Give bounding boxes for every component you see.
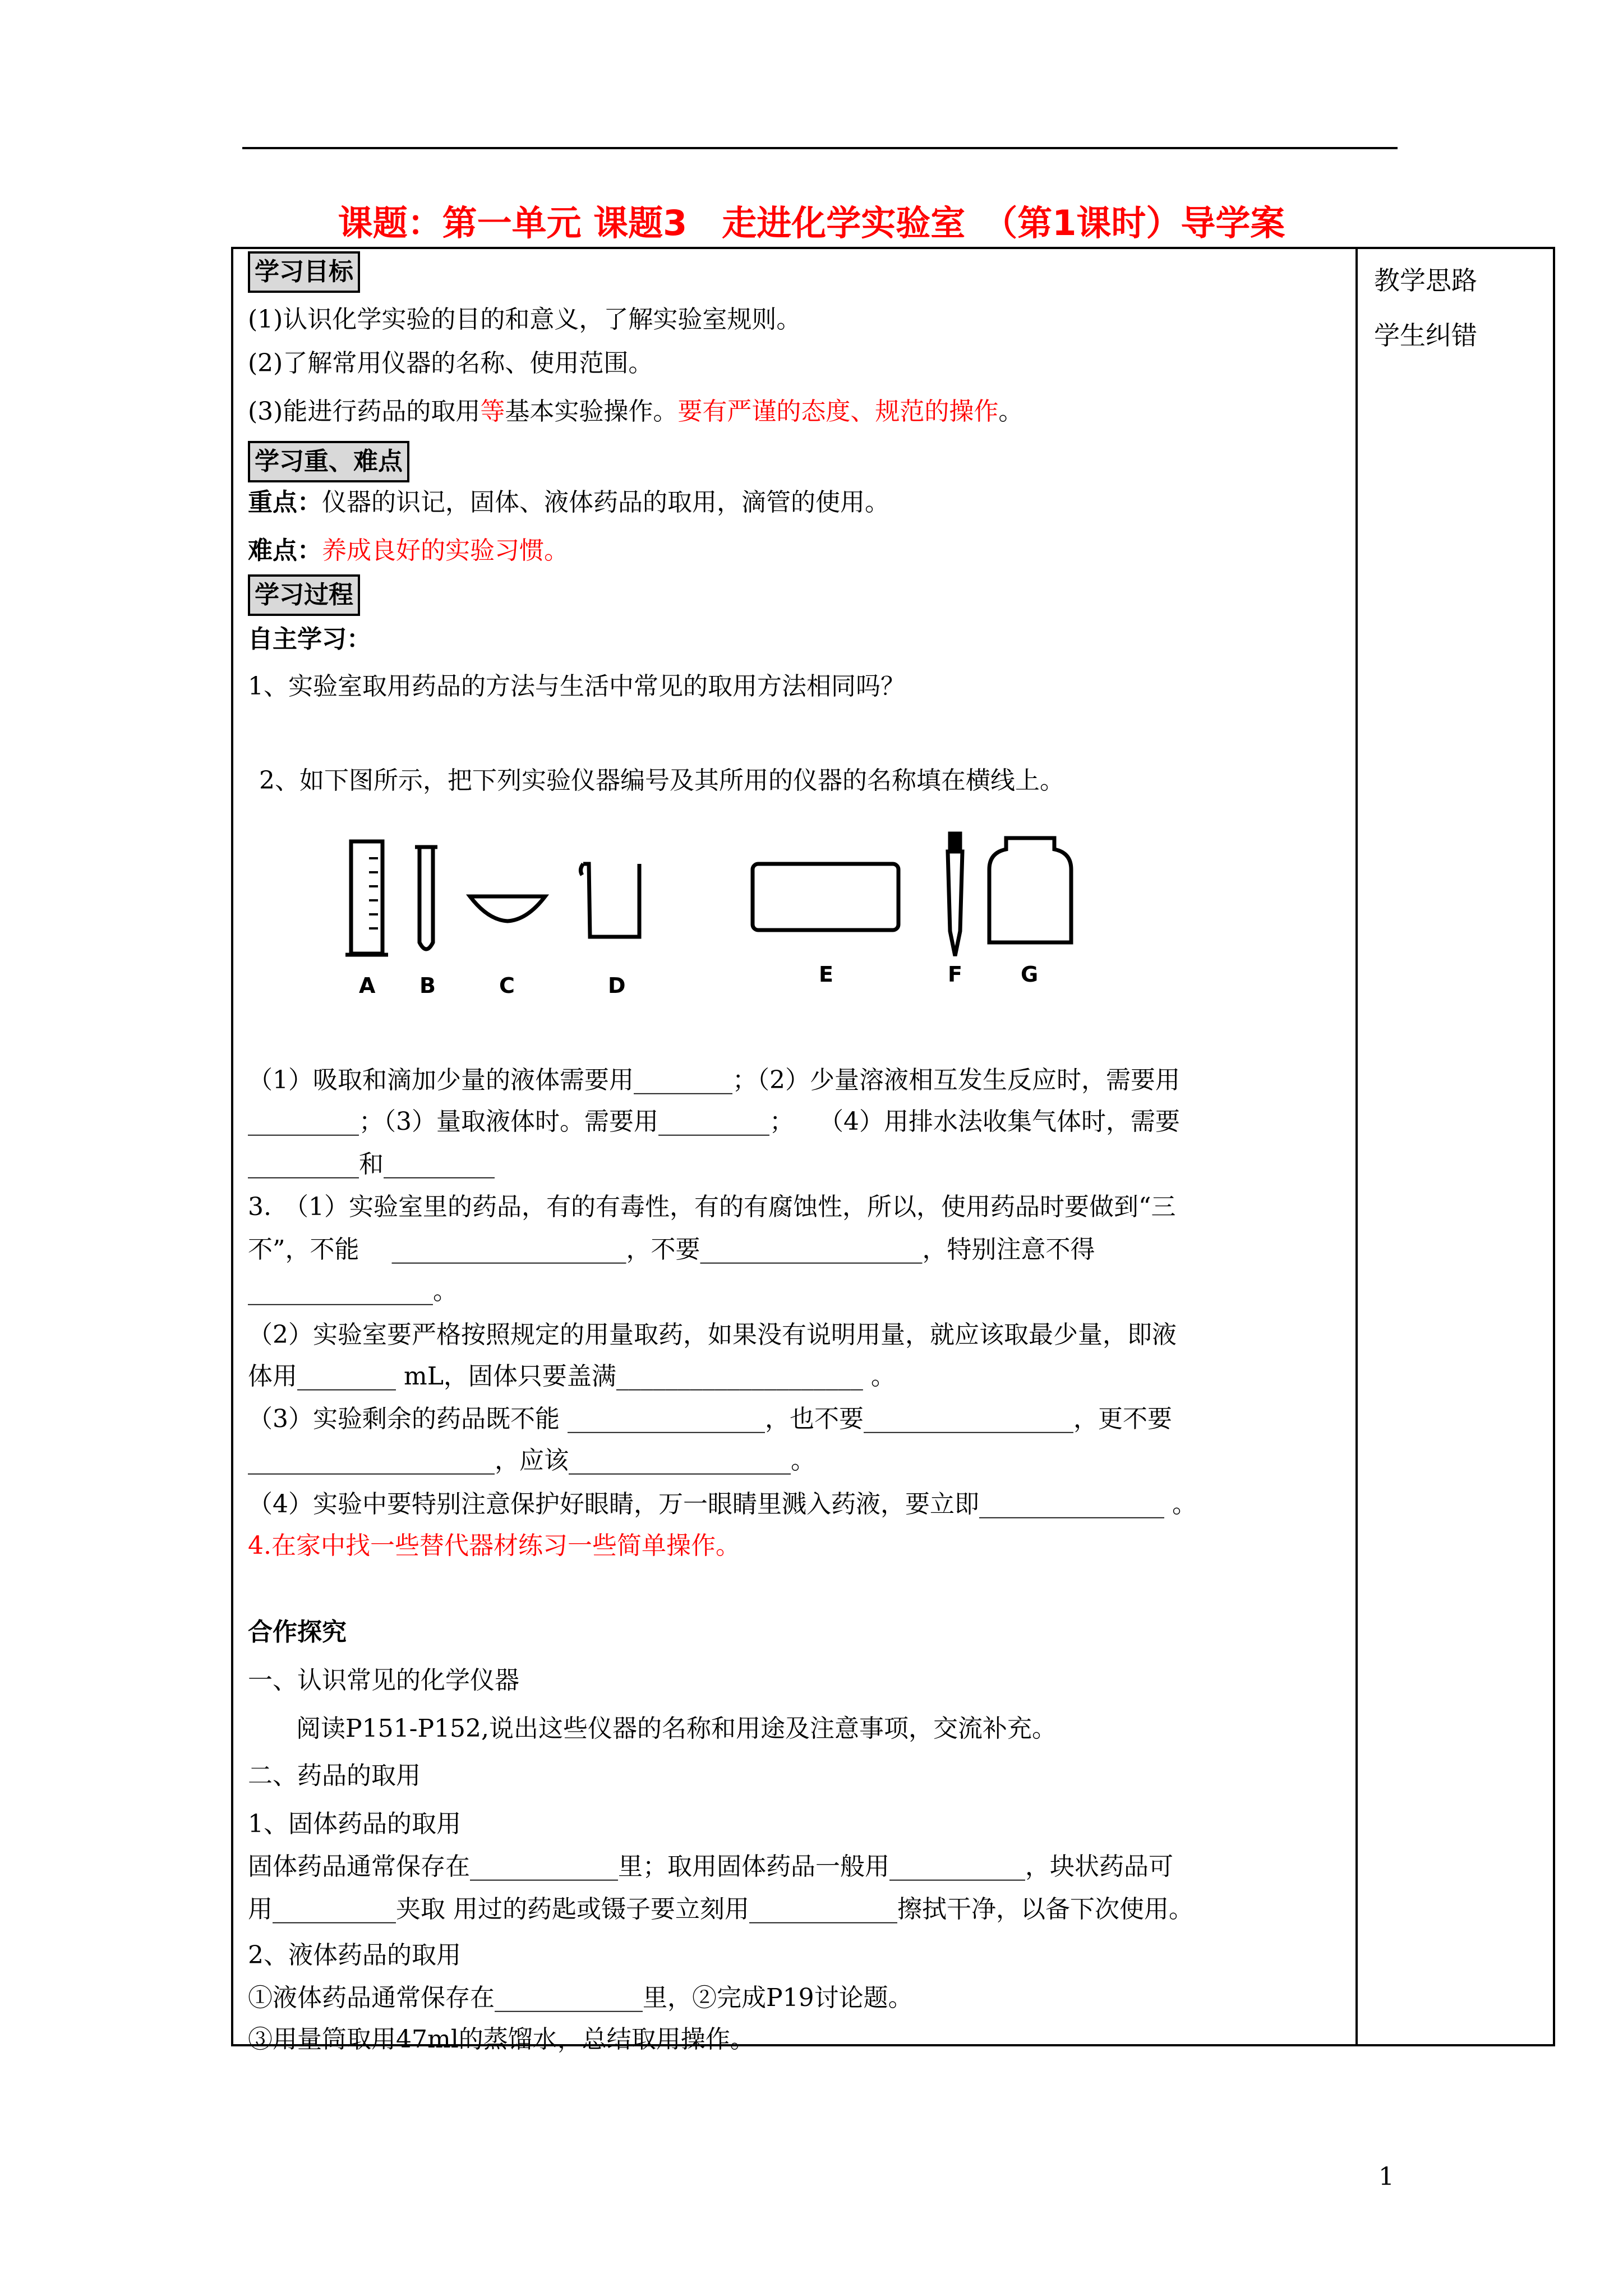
page-title: 课题：第一单元 课题3 走进化学实验室 （第1课时）导学案 [338, 203, 1285, 243]
figure-label-d: D [608, 973, 626, 998]
self-study-label: 自主学习： [248, 625, 371, 654]
dropper-icon [948, 834, 962, 956]
page-number: 1 [1378, 2162, 1394, 2191]
section-2-title: 二、药品的取用 [248, 1761, 421, 1790]
figure-label-c: C [499, 973, 515, 998]
question-1: 1、实验室取用药品的方法与生活中常见的取用方法相同吗？ [248, 672, 905, 701]
question-3-line-1: 3. （1）实验室里的药品，有的有毒性，有的有腐蚀性，所以，使用药品时要做到“三 [248, 1193, 1176, 1221]
question-2: 2、如下图所示，把下列实验仪器编号及其所用的仪器的名称填在横线上。 [259, 766, 1064, 795]
question-3-line-3: _______________。 [248, 1277, 458, 1305]
cooperation-heading: 合作探究 [248, 1618, 347, 1646]
solid-drugs-line-1: 固体药品通常保存在____________里；取用固体药品一般用___________，块状药品可 [248, 1852, 1173, 1881]
question-3-line-2: 不”，不能 ___________________，不要__________________，特别注意不得 [248, 1235, 1095, 1264]
key-point: 重点：仪器的识记，固体、液体药品的取用，滴管的使用。 [248, 488, 889, 517]
keypoints-heading: 学习重、难点 [248, 441, 409, 482]
process-heading: 学习过程 [248, 574, 360, 616]
section-1-title: 一、认识常见的化学仪器 [248, 1666, 519, 1695]
figure-label-a: A [359, 973, 376, 998]
column-divider [1355, 247, 1358, 2046]
question-3-line-7: ____________________，应该__________________。 [248, 1446, 815, 1475]
objective-1: (1)认识化学实验的目的和意义，了解实验室规则。 [248, 305, 801, 334]
solid-drugs-line-2: 用__________夹取 用过的药匙或镊子要立刻用____________擦拭干净，以备下次使用。 [248, 1895, 1193, 1924]
difficult-point: 难点：养成良好的实验习惯。 [248, 536, 569, 565]
keypoints-heading-row [248, 441, 409, 482]
process-heading-row [248, 574, 360, 616]
question-2-line-3: _________和_________ [248, 1150, 495, 1179]
water-trough-icon [753, 864, 898, 930]
figure-label-f: F [948, 962, 962, 987]
section-1-text: 阅读P151-P152,说出这些仪器的名称和用途及注意事项，交流补充。 [296, 1714, 1057, 1743]
side-label-correction: 学生纠错 [1374, 320, 1477, 351]
question-3-line-5: 体用________ mL，固体只要盖满____________________ 。 [248, 1362, 896, 1391]
figure-label-g: G [1021, 962, 1039, 987]
liquid-drugs-line-2: ③用量筒取用47ml的蒸馏水，总结取用操作。 [248, 2025, 755, 2054]
header-rule [242, 147, 1398, 149]
test-tube-icon [415, 847, 437, 949]
gas-jar-icon [989, 838, 1071, 942]
question-2-line-2: _________；（3）量取液体时。需要用_________； （4）用排水法收集气体时，需要 [248, 1107, 1180, 1136]
figure-label-b: B [419, 973, 436, 998]
evaporating-dish-icon [470, 896, 545, 921]
objectives-heading-row [248, 251, 360, 293]
question-3-line-8: （4）实验中要特别注意保护好眼睛，万一眼睛里溅入药液，要立即_______________ 。 [248, 1490, 1197, 1519]
figure-label-e: E [819, 962, 833, 987]
question-2-line-1: （1）吸取和滴加少量的液体需要用________；（2）少量溶液相互发生反应时，需要用 [248, 1066, 1180, 1094]
liquid-drugs-title: 2、液体药品的取用 [248, 1941, 461, 1970]
side-label-teaching: 教学思路 [1374, 265, 1477, 296]
instrument-drawing [336, 830, 1133, 999]
question-3-line-4: （2）实验室要严格按照规定的用量取药，如果没有说明用量，就应该取最少量，即液 [248, 1320, 1177, 1349]
instrument-figure [336, 830, 1133, 999]
solid-drugs-title: 1、固体药品的取用 [248, 1810, 461, 1838]
graduated-cylinder-icon [345, 841, 388, 955]
objective-3: (3)能进行药品的取用等基本实验操作。要有严谨的态度、规范的操作。 [248, 397, 1023, 426]
objectives-heading: 学习目标 [248, 251, 360, 293]
question-4: 4.在家中找一些替代器材练习一些简单操作。 [248, 1531, 740, 1560]
beaker-icon [580, 864, 639, 937]
question-3-line-6: （3）实验剩余的药品既不能 ________________，也不要_________________，更不要 [248, 1405, 1172, 1433]
objective-2: (2)了解常用仪器的名称、使用范围。 [248, 349, 653, 378]
liquid-drugs-line-1: ①液体药品通常保存在____________里，②完成P19讨论题。 [248, 1984, 913, 2012]
